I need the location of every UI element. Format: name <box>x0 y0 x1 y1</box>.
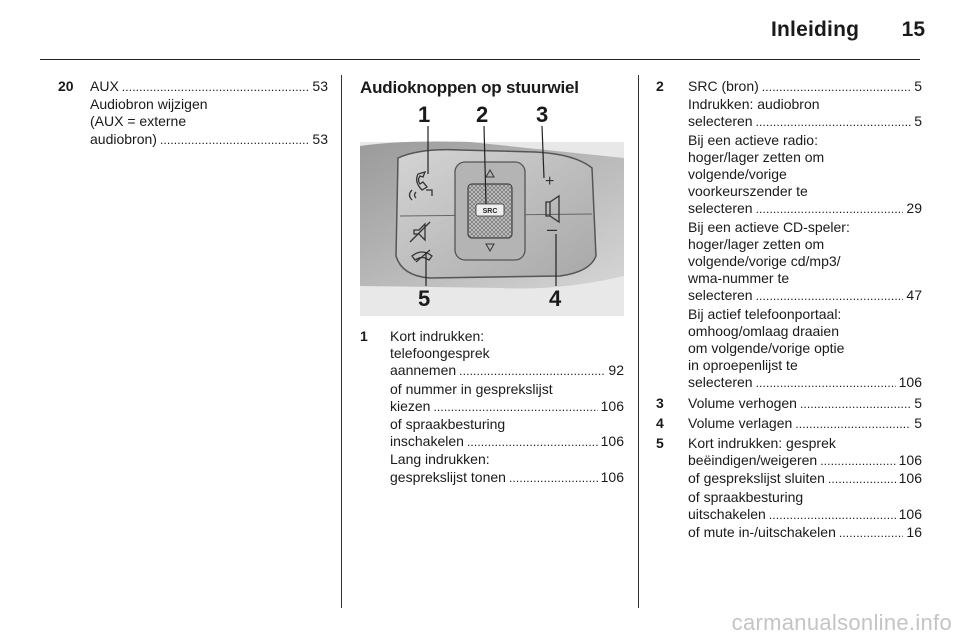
entry-text: Audiobron wijzigen <box>90 96 208 113</box>
page-reference-link[interactable]: 53 <box>312 78 328 94</box>
column-2 <box>360 78 624 489</box>
dot-leader <box>756 113 912 131</box>
entry-line <box>688 270 922 287</box>
column-1 <box>58 78 328 151</box>
index-entry <box>58 78 328 149</box>
callout-5: 5 <box>418 286 431 311</box>
page-number: 15 <box>901 18 925 41</box>
entry-text: Kort indrukken: <box>390 328 485 344</box>
entry-number: 4 <box>656 414 664 431</box>
col3-entries <box>656 78 922 542</box>
page-reference-link[interactable]: 106 <box>898 470 922 487</box>
page-reference-link[interactable]: 5 <box>914 394 922 411</box>
section-title: Audioknoppen op stuurwiel <box>360 78 579 97</box>
entry-line <box>688 452 922 470</box>
page-reference-link[interactable]: 106 <box>898 374 922 391</box>
col1-entries <box>58 78 328 149</box>
entry-line <box>688 374 922 392</box>
entry-line <box>390 469 624 487</box>
entry-line <box>688 470 922 488</box>
index-entry <box>656 415 922 433</box>
dot-leader <box>122 78 310 96</box>
entry-text: om volgende/vorige optie <box>688 340 845 357</box>
entry-text: of spraakbesturing <box>688 488 804 505</box>
entry-text: volgende/vorige <box>688 166 787 183</box>
callout-2: 2 <box>476 102 489 127</box>
entry-line <box>688 78 922 96</box>
entry-text: kiezen <box>390 397 431 414</box>
page-reference-link[interactable]: 29 <box>906 200 922 217</box>
entry-line <box>90 113 328 130</box>
entry-text: Indrukken: audiobron <box>688 96 820 113</box>
entry-line <box>688 200 922 218</box>
index-entry <box>656 395 922 413</box>
page-reference-link[interactable]: 106 <box>600 468 624 485</box>
index-entry <box>360 328 624 487</box>
entry-line <box>90 131 328 149</box>
page-reference-link[interactable]: 106 <box>600 433 624 450</box>
steering-wheel-controls-figure <box>360 102 624 316</box>
column-3 <box>656 78 922 544</box>
entry-line <box>688 489 922 506</box>
entry-text: Bij een actieve radio: <box>688 131 818 148</box>
entry-number: 3 <box>656 394 664 411</box>
entry-text: gesprekslijst tonen <box>390 468 506 485</box>
entry-text: hoger/lager zetten om <box>688 235 825 252</box>
entry-text: of nummer in gesprekslijst <box>390 380 553 397</box>
dot-leader <box>769 506 896 524</box>
entry-text: beëindigen/weigeren <box>688 452 818 469</box>
entry-line <box>688 149 922 166</box>
entry-text: voorkeurszender te <box>688 183 808 200</box>
entry-text: aannemen <box>390 362 457 379</box>
entry-text: of mute in-/uitschakelen <box>688 524 836 541</box>
page-header-title: Inleiding <box>771 18 860 41</box>
dot-leader <box>509 469 598 487</box>
entry-line <box>688 96 922 113</box>
page-reference-link[interactable]: 53 <box>312 130 328 147</box>
entry-text: selecteren <box>688 200 753 217</box>
index-entry <box>656 78 922 393</box>
dot-leader <box>160 131 309 149</box>
steering-wheel-illustration <box>360 106 624 316</box>
index-entry <box>656 435 922 542</box>
entry-text: Bij actief telefoonportaal: <box>688 305 842 322</box>
dot-leader <box>839 524 904 542</box>
entry-text: selecteren <box>688 287 753 304</box>
callout-4: 4 <box>549 286 562 311</box>
entry-text: wma-nummer te <box>688 270 790 287</box>
entry-line <box>390 345 624 362</box>
entry-text: omhoog/omlaag draaien <box>688 322 839 339</box>
page-reference-link[interactable]: 106 <box>898 505 922 522</box>
entry-line <box>390 433 624 451</box>
entry-number: 20 <box>58 78 74 94</box>
entry-number: 5 <box>656 435 664 452</box>
entry-line <box>390 328 624 345</box>
entry-line <box>90 78 328 96</box>
entry-line <box>90 96 328 113</box>
entry-line <box>688 166 922 183</box>
entry-text: Kort indrukken: gesprek <box>688 435 836 452</box>
dot-leader <box>756 374 896 392</box>
dot-leader <box>820 452 895 470</box>
entry-text: Bij een actieve CD-speler: <box>688 218 850 235</box>
entry-text: Volume verhogen <box>688 394 797 411</box>
dot-leader <box>459 362 605 380</box>
entry-line <box>390 381 624 398</box>
column-divider-left <box>341 75 342 608</box>
entry-line <box>688 132 922 149</box>
dot-leader <box>467 433 598 451</box>
dot-leader <box>828 470 896 488</box>
dot-leader <box>433 398 597 416</box>
column-divider-right <box>638 75 639 608</box>
col2-entries <box>360 328 624 487</box>
page-reference-link[interactable]: 5 <box>914 414 922 431</box>
volume-plus-icon: + <box>545 173 555 190</box>
entry-line <box>688 357 922 374</box>
entry-text: hoger/lager zetten om <box>688 148 825 165</box>
callout-3: 3 <box>536 102 549 127</box>
src-label: SRC <box>482 208 498 215</box>
entry-text: telefoongesprek <box>390 345 490 362</box>
header-rule <box>40 59 920 60</box>
dot-leader <box>756 287 904 305</box>
entry-line <box>390 416 624 433</box>
entry-text: (AUX = externe <box>90 113 187 130</box>
entry-line <box>688 340 922 357</box>
entry-line <box>688 395 922 413</box>
entry-line <box>390 451 624 468</box>
entry-line <box>688 236 922 253</box>
entry-number: 1 <box>360 328 368 344</box>
volume-minus-icon: – <box>547 219 558 239</box>
entry-text: volgende/vorige cd/mp3/ <box>688 253 841 270</box>
entry-text: audiobron) <box>90 130 157 147</box>
entry-line <box>688 415 922 433</box>
page-reference-link[interactable]: 106 <box>898 452 922 469</box>
callout-1: 1 <box>418 102 431 127</box>
page-reference-link[interactable]: 92 <box>608 362 624 379</box>
entry-line <box>688 435 922 452</box>
entry-line <box>688 113 922 131</box>
entry-number: 2 <box>656 78 664 94</box>
entry-text: of gesprekslijst sluiten <box>688 470 825 487</box>
entry-line <box>688 306 922 323</box>
entry-line <box>688 524 922 542</box>
entry-text: in oproepenlijst te <box>688 357 798 374</box>
dot-leader <box>795 415 911 433</box>
entry-line <box>688 287 922 305</box>
entry-text: of spraakbesturing <box>390 416 506 433</box>
entry-line <box>688 219 922 236</box>
entry-line <box>688 183 922 200</box>
entry-text: selecteren <box>688 374 753 391</box>
entry-text: SRC (bron) <box>688 78 759 94</box>
entry-line <box>688 506 922 524</box>
dot-leader <box>762 78 911 96</box>
page-reference-link[interactable]: 47 <box>906 287 922 304</box>
entry-text: inschakelen <box>390 433 464 450</box>
entry-line <box>390 362 624 380</box>
dot-leader <box>800 395 911 413</box>
entry-line <box>390 398 624 416</box>
entry-text: uitschakelen <box>688 505 766 522</box>
entry-text: AUX <box>90 78 119 94</box>
page-reference-link[interactable]: 5 <box>914 78 922 94</box>
entry-text: Lang indrukken: <box>390 451 490 468</box>
page-reference-link[interactable]: 16 <box>906 524 922 541</box>
dot-leader <box>756 200 904 218</box>
entry-text: selecteren <box>688 113 753 130</box>
page-reference-link[interactable]: 106 <box>600 397 624 414</box>
entry-line <box>688 253 922 270</box>
entry-line <box>688 323 922 340</box>
entry-text: Volume verlagen <box>688 414 793 431</box>
watermark: carmanualsonline.info <box>731 610 952 635</box>
page-reference-link[interactable]: 5 <box>914 113 922 130</box>
